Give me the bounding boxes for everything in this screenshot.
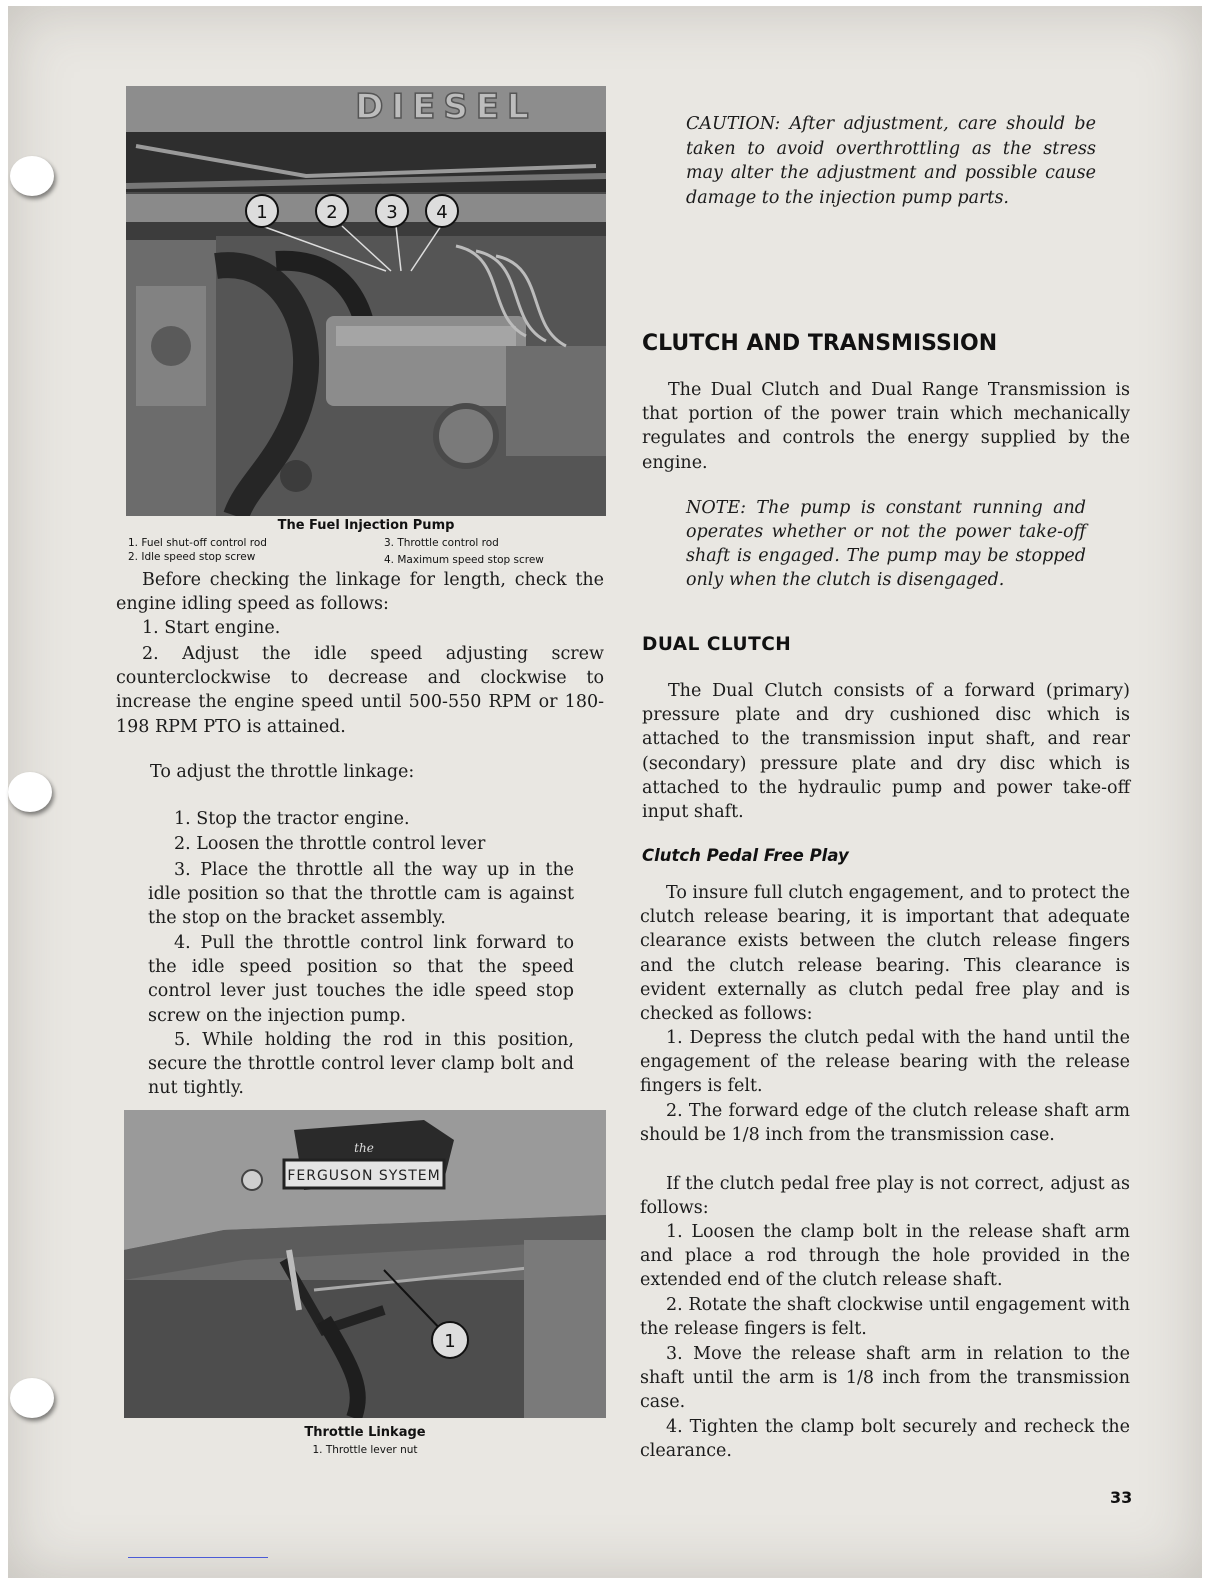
fuel-pump-caption-title: The Fuel Injection Pump <box>277 518 455 533</box>
caution-note: CAUTION: After adjustment, care should be taken to avoid overthrottling as the stress may alter the adjustment and possible cause damage to the injection pump parts. <box>686 114 1096 208</box>
throttle-intro: To adjust the throttle linkage: <box>150 762 415 782</box>
clutch-intro-text: The Dual Clutch and Dual Range Transmission is that portion of the power train which mechanically regulates and controls the energy supplied by the engine. <box>642 380 1130 473</box>
callout-1 <box>246 195 278 227</box>
throttle-caption-title: Throttle Linkage <box>304 1425 426 1440</box>
caption-item-2: 2. Idle speed stop screw <box>128 551 256 563</box>
caption-item-3: 3. Throttle control rod <box>384 537 499 549</box>
free-play-step-1: 1. Depress the clutch pedal with the hand until the engagement of the release bearing with the release fingers is felt. <box>640 1028 1130 1097</box>
throttle-step-5: 5. While holding the rod in this position, secure the throttle control lever clamp bolt and nut tightly. <box>148 1030 574 1099</box>
throttle-step-1: 1. Stop the tractor engine. <box>174 809 410 829</box>
throttle-caption-item: 1. Throttle lever nut <box>312 1444 418 1456</box>
throttle-step-4: 4. Pull the throttle control link forward to the idle speed position so that the speed control lever just touches the idle speed stop screw on the injection pump. <box>148 933 574 1026</box>
adjust-step-1: 1. Loosen the clamp bolt in the release shaft arm and place a rod through the hole provided in the extended end of the clutch release shaft. <box>640 1222 1130 1291</box>
heading-clutch-transmission: CLUTCH AND TRANSMISSION <box>642 331 998 356</box>
free-play-step-2: 2. The forward edge of the clutch release shaft arm should be 1/8 inch from the transmission case. <box>640 1101 1130 1146</box>
svg-text:1: 1 <box>444 1331 456 1352</box>
diesel-label: DIESEL <box>355 87 537 127</box>
manual-page <box>8 6 1202 1578</box>
throttle-callout-1 <box>432 1322 468 1358</box>
page-number: 33 <box>1110 1488 1133 1507</box>
throttle-step-3: 3. Place the throttle all the way up in the idle position so that the throttle cam is against the stop on the bracket assembly. <box>148 860 574 929</box>
adjust-step-4: 4. Tighten the clamp bolt securely and recheck the clearance. <box>640 1417 1130 1462</box>
caption-item-4: 4. Maximum speed stop screw <box>384 554 544 566</box>
binder-hole-top <box>10 156 54 196</box>
caption-item-1: 1. Fuel shut-off control rod <box>128 537 267 549</box>
svg-text:1: 1 <box>256 202 268 223</box>
pump-note: NOTE: The pump is constant running and operates whether or not the power take-off shaft is engaged. The pump may be stopped only when the clutch is disengaged. <box>686 498 1086 590</box>
free-play-incorrect: If the clutch pedal free play is not correct, adjust as follows: <box>640 1174 1130 1219</box>
throttle-step-2: 2. Loosen the throttle control lever <box>174 834 486 854</box>
idle-step-1: 1. Start engine. <box>142 618 281 638</box>
callout-3 <box>376 195 408 227</box>
svg-text:4: 4 <box>436 202 448 223</box>
svg-text:3: 3 <box>386 202 398 223</box>
ferguson-badge-the: the <box>354 1141 374 1155</box>
idle-intro-text: Before checking the linkage for length, check the engine idling speed as follows: <box>116 570 604 615</box>
callout-2 <box>316 195 348 227</box>
fuel-injection-pump-photo <box>126 86 606 516</box>
ferguson-badge-text: FERGUSON SYSTEM <box>287 1168 441 1184</box>
heading-clutch-pedal-free-play: Clutch Pedal Free Play <box>642 846 849 865</box>
svg-text:2: 2 <box>326 202 338 223</box>
callout-4 <box>426 195 458 227</box>
throttle-linkage-photo <box>124 1110 606 1418</box>
binder-hole-bottom <box>10 1378 54 1418</box>
binder-hole-middle <box>8 772 52 812</box>
adjust-step-3: 3. Move the release shaft arm in relation to the shaft until the arm is 1/8 inch from the transmission case. <box>640 1344 1130 1413</box>
free-play-text: To insure full clutch engagement, and to protect the clutch release bearing, it is important that adequate clearance exists between the clutch release fingers and the clutch release bearing. This clearance is evident externally as clutch pedal free play and is checked as follows: <box>640 883 1131 1025</box>
adjust-step-2: 2. Rotate the shaft clockwise until engagement with the release fingers is felt. <box>640 1295 1130 1340</box>
heading-dual-clutch: DUAL CLUTCH <box>642 634 792 655</box>
bottom-link-underline <box>128 1557 268 1558</box>
dual-clutch-text: The Dual Clutch consists of a forward (primary) pressure plate and dry cushioned disc which is attached to the transmission input shaft, and rear (secondary) pressure plate and dry disc which is attached to the hydraulic pump and power take-off input shaft. <box>642 681 1130 823</box>
idle-step-2: 2. Adjust the idle speed adjusting screw counterclockwise to decrease and clockwise to increase the engine speed until 500-550 RPM or 180-198 RPM PTO is attained. <box>116 644 604 737</box>
